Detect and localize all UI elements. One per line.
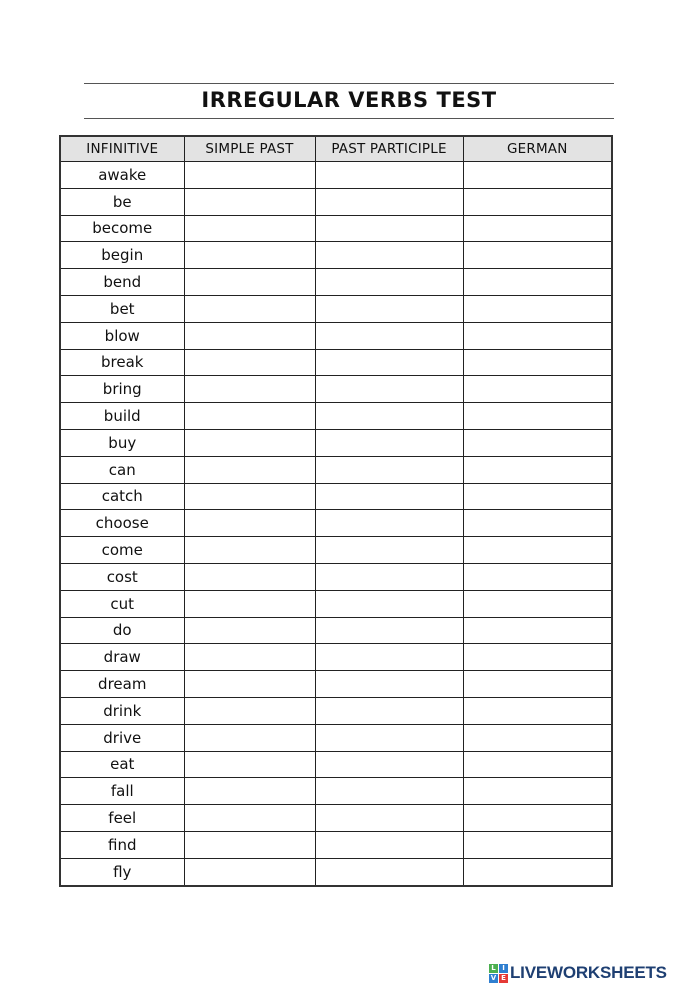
liveworksheets-logo <box>489 963 667 983</box>
table-row <box>60 510 612 537</box>
past-participle-answer-field[interactable] <box>315 215 463 242</box>
past-participle-answer-field[interactable] <box>315 697 463 724</box>
infinitive-cell: cut <box>60 590 184 617</box>
german-answer-field[interactable] <box>463 242 612 269</box>
past-participle-answer-field[interactable] <box>315 376 463 403</box>
german-answer-field[interactable] <box>463 483 612 510</box>
simple-past-answer-field[interactable] <box>184 563 315 590</box>
infinitive-cell: drive <box>60 724 184 751</box>
german-answer-field[interactable] <box>463 269 612 296</box>
infinitive-cell: choose <box>60 510 184 537</box>
infinitive-cell: build <box>60 403 184 430</box>
german-answer-field[interactable] <box>463 778 612 805</box>
simple-past-answer-field[interactable] <box>184 483 315 510</box>
past-participle-answer-field[interactable] <box>315 269 463 296</box>
simple-past-answer-field[interactable] <box>184 376 315 403</box>
table-row <box>60 563 612 590</box>
past-participle-answer-field[interactable] <box>315 778 463 805</box>
past-participle-answer-field[interactable] <box>315 349 463 376</box>
past-participle-answer-field[interactable] <box>315 563 463 590</box>
table-body <box>60 162 612 886</box>
simple-past-answer-field[interactable] <box>184 805 315 832</box>
infinitive-cell: bring <box>60 376 184 403</box>
german-answer-field[interactable] <box>463 563 612 590</box>
simple-past-answer-field[interactable] <box>184 537 315 564</box>
german-answer-field[interactable] <box>463 590 612 617</box>
logo-letter-e: E <box>499 974 508 983</box>
simple-past-answer-field[interactable] <box>184 510 315 537</box>
infinitive-cell: fall <box>60 778 184 805</box>
logo-letter-l: L <box>489 964 498 973</box>
table-row <box>60 537 612 564</box>
infinitive-cell: begin <box>60 242 184 269</box>
past-participle-answer-field[interactable] <box>315 644 463 671</box>
header-past-participle: PAST PARTICIPLE <box>315 136 463 162</box>
header-german: GERMAN <box>463 136 612 162</box>
past-participle-answer-field[interactable] <box>315 590 463 617</box>
logo-text: LIVEWORKSHEETS <box>510 963 667 982</box>
simple-past-answer-field[interactable] <box>184 831 315 858</box>
german-answer-field[interactable] <box>463 456 612 483</box>
infinitive-cell: break <box>60 349 184 376</box>
infinitive-cell: can <box>60 456 184 483</box>
past-participle-answer-field[interactable] <box>315 805 463 832</box>
table-row <box>60 751 612 778</box>
simple-past-answer-field[interactable] <box>184 617 315 644</box>
table-row <box>60 724 612 751</box>
simple-past-answer-field[interactable] <box>184 590 315 617</box>
german-answer-field[interactable] <box>463 751 612 778</box>
simple-past-answer-field[interactable] <box>184 322 315 349</box>
infinitive-cell: drink <box>60 697 184 724</box>
past-participle-answer-field[interactable] <box>315 537 463 564</box>
german-answer-field[interactable] <box>463 322 612 349</box>
infinitive-cell: awake <box>60 162 184 189</box>
logo-letter-v: V <box>490 973 497 982</box>
german-answer-field[interactable] <box>463 215 612 242</box>
german-answer-field[interactable] <box>463 724 612 751</box>
german-answer-field[interactable] <box>463 429 612 456</box>
german-answer-field[interactable] <box>463 403 612 430</box>
past-participle-answer-field[interactable] <box>315 162 463 189</box>
german-answer-field[interactable] <box>463 162 612 189</box>
table-row <box>60 483 612 510</box>
infinitive-cell: be <box>60 188 184 215</box>
simple-past-answer-field[interactable] <box>184 456 315 483</box>
table-row <box>60 403 612 430</box>
german-answer-field[interactable] <box>463 617 612 644</box>
simple-past-answer-field[interactable] <box>184 295 315 322</box>
table-row <box>60 805 612 832</box>
infinitive-cell: cost <box>60 563 184 590</box>
simple-past-answer-field[interactable] <box>184 162 315 189</box>
infinitive-cell: bet <box>60 295 184 322</box>
simple-past-answer-field[interactable] <box>184 242 315 269</box>
infinitive-cell: draw <box>60 644 184 671</box>
past-participle-answer-field[interactable] <box>315 242 463 269</box>
simple-past-answer-field[interactable] <box>184 697 315 724</box>
german-answer-field[interactable] <box>463 671 612 698</box>
simple-past-answer-field[interactable] <box>184 778 315 805</box>
table-row <box>60 242 612 269</box>
infinitive-cell: bend <box>60 269 184 296</box>
past-participle-answer-field[interactable] <box>315 483 463 510</box>
simple-past-answer-field[interactable] <box>184 429 315 456</box>
german-answer-field[interactable] <box>463 697 612 724</box>
german-answer-field[interactable] <box>463 188 612 215</box>
header-infinitive: INFINITIVE <box>60 136 184 162</box>
infinitive-cell: buy <box>60 429 184 456</box>
table-row <box>60 778 612 805</box>
title-rule-bottom <box>84 118 614 119</box>
past-participle-answer-field[interactable] <box>315 295 463 322</box>
table-row <box>60 644 612 671</box>
infinitive-cell: do <box>60 617 184 644</box>
simple-past-answer-field[interactable] <box>184 403 315 430</box>
simple-past-answer-field[interactable] <box>184 644 315 671</box>
german-answer-field[interactable] <box>463 805 612 832</box>
german-answer-field[interactable] <box>463 858 612 885</box>
past-participle-answer-field[interactable] <box>315 429 463 456</box>
logo-letter-i: I <box>499 964 508 973</box>
table-row <box>60 376 612 403</box>
infinitive-cell: dream <box>60 671 184 698</box>
liveworksheets-logo-icon <box>489 964 508 983</box>
german-answer-field[interactable] <box>463 537 612 564</box>
table-row <box>60 188 612 215</box>
table-row <box>60 295 612 322</box>
past-participle-answer-field[interactable] <box>315 456 463 483</box>
simple-past-answer-field[interactable] <box>184 751 315 778</box>
past-participle-answer-field[interactable] <box>315 403 463 430</box>
german-answer-field[interactable] <box>463 349 612 376</box>
table-row <box>60 831 612 858</box>
infinitive-cell: blow <box>60 322 184 349</box>
german-answer-field[interactable] <box>463 831 612 858</box>
table-row <box>60 697 612 724</box>
german-answer-field[interactable] <box>463 376 612 403</box>
simple-past-answer-field[interactable] <box>184 858 315 885</box>
german-answer-field[interactable] <box>463 644 612 671</box>
simple-past-answer-field[interactable] <box>184 269 315 296</box>
table-row <box>60 322 612 349</box>
past-participle-answer-field[interactable] <box>315 831 463 858</box>
header-simple-past: SIMPLE PAST <box>184 136 315 162</box>
infinitive-cell: eat <box>60 751 184 778</box>
german-answer-field[interactable] <box>463 295 612 322</box>
infinitive-cell: fly <box>60 858 184 885</box>
past-participle-answer-field[interactable] <box>315 724 463 751</box>
infinitive-cell: catch <box>60 483 184 510</box>
past-participle-answer-field[interactable] <box>315 751 463 778</box>
german-answer-field[interactable] <box>463 510 612 537</box>
simple-past-answer-field[interactable] <box>184 215 315 242</box>
table-row <box>60 349 612 376</box>
past-participle-answer-field[interactable] <box>315 188 463 215</box>
infinitive-cell: feel <box>60 805 184 832</box>
table-row <box>60 858 612 885</box>
simple-past-answer-field[interactable] <box>184 188 315 215</box>
infinitive-cell: become <box>60 215 184 242</box>
past-participle-answer-field[interactable] <box>315 322 463 349</box>
past-participle-answer-field[interactable] <box>315 858 463 885</box>
infinitive-cell: find <box>60 831 184 858</box>
table-row <box>60 617 612 644</box>
past-participle-answer-field[interactable] <box>315 671 463 698</box>
table-row <box>60 162 612 189</box>
table-row <box>60 215 612 242</box>
table-row <box>60 269 612 296</box>
simple-past-answer-field[interactable] <box>184 724 315 751</box>
table-row <box>60 671 612 698</box>
table-header-row <box>60 136 612 162</box>
table-row <box>60 429 612 456</box>
simple-past-answer-field[interactable] <box>184 671 315 698</box>
table-row <box>60 590 612 617</box>
title-rule-top <box>84 83 614 84</box>
page-title: IRREGULAR VERBS TEST <box>201 88 497 112</box>
past-participle-answer-field[interactable] <box>315 617 463 644</box>
infinitive-cell: come <box>60 537 184 564</box>
past-participle-answer-field[interactable] <box>315 510 463 537</box>
verbs-table <box>59 135 613 887</box>
simple-past-answer-field[interactable] <box>184 349 315 376</box>
table-row <box>60 456 612 483</box>
